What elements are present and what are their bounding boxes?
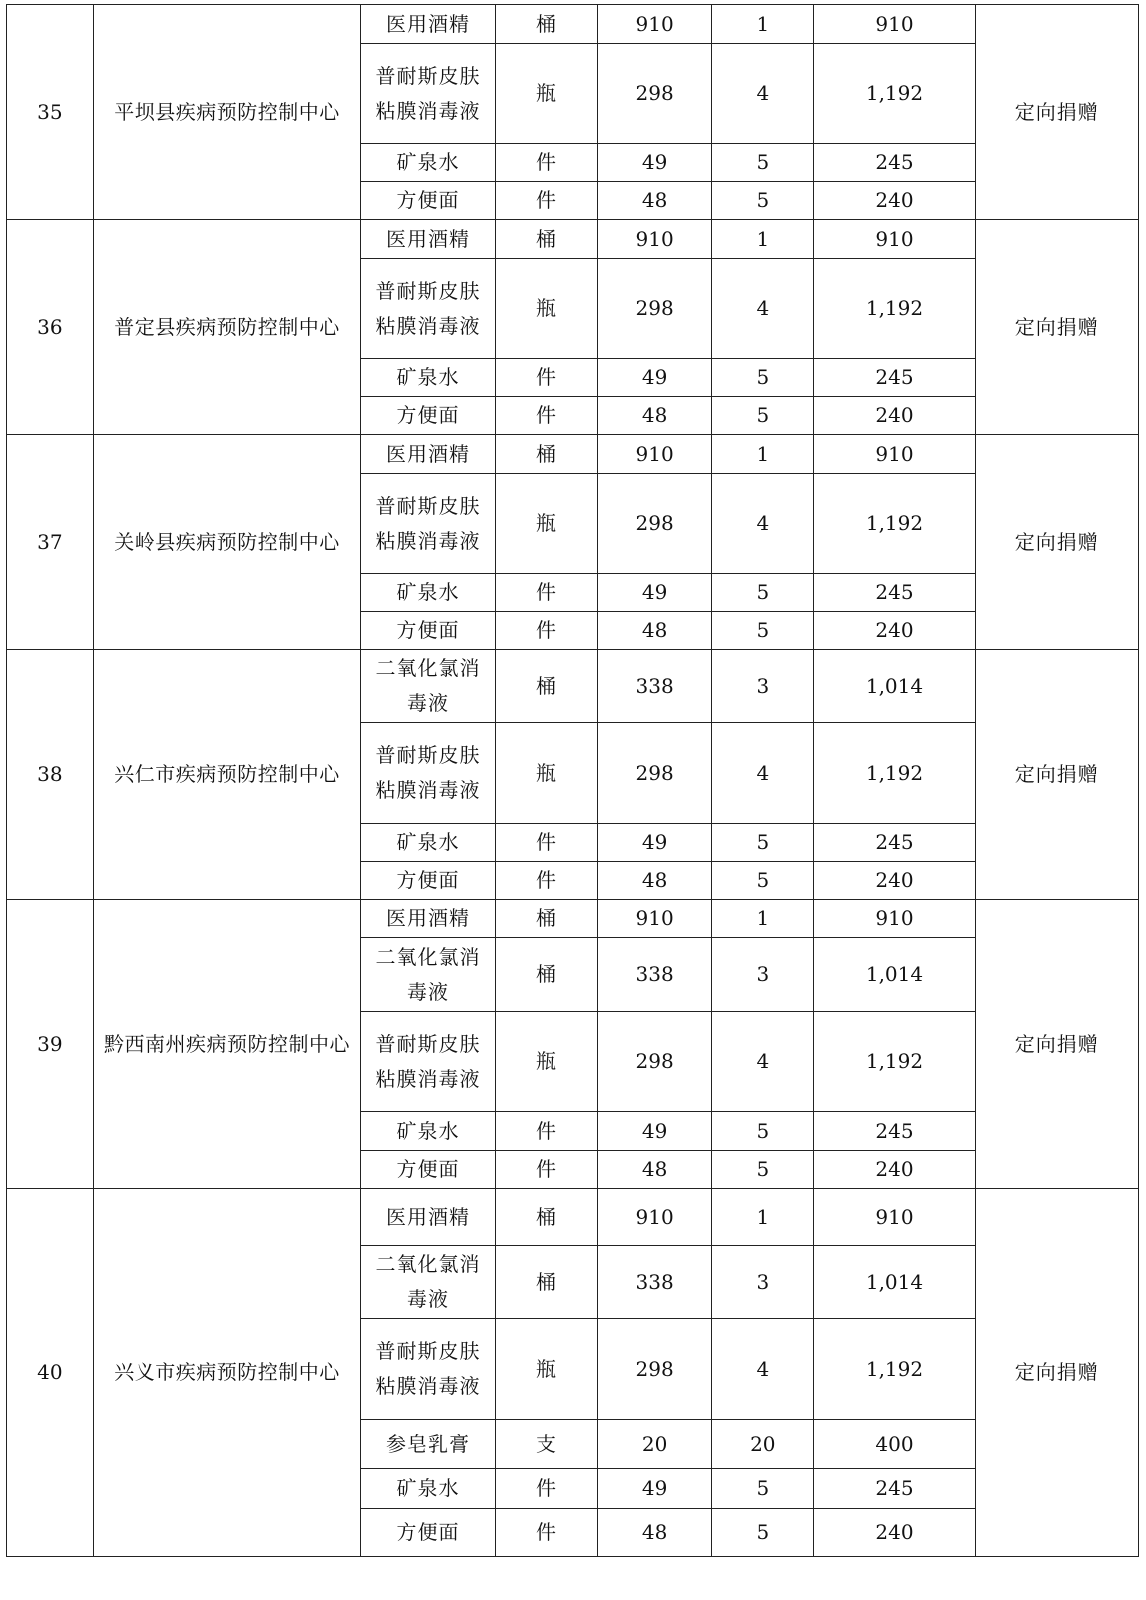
item-unit: 瓶 [495, 1319, 597, 1420]
organization-name: 关岭县疾病预防控制中心 [93, 435, 360, 650]
donation-type: 定向捐赠 [975, 650, 1138, 900]
row-number: 37 [7, 435, 94, 650]
item-name: 医用酒精 [361, 435, 496, 474]
quantity: 4 [712, 723, 814, 824]
item-name: 矿泉水 [361, 574, 496, 612]
quantity: 4 [712, 44, 814, 144]
table-row [7, 1189, 1139, 1246]
amount: 910 [814, 900, 975, 938]
item-unit: 桶 [495, 220, 597, 259]
item-unit: 桶 [495, 1189, 597, 1246]
unit-price: 910 [597, 5, 711, 44]
unit-price: 910 [597, 435, 711, 474]
item-unit: 桶 [495, 435, 597, 474]
item-name: 普耐斯皮肤粘膜消毒液 [361, 1319, 496, 1420]
quantity: 5 [712, 182, 814, 220]
unit-price: 48 [597, 397, 711, 435]
amount: 245 [814, 1112, 975, 1151]
quantity: 3 [712, 650, 814, 723]
amount: 240 [814, 862, 975, 900]
quantity: 5 [712, 574, 814, 612]
row-number: 38 [7, 650, 94, 900]
quantity: 5 [712, 1151, 814, 1189]
item-unit: 件 [495, 1112, 597, 1151]
item-unit: 支 [495, 1420, 597, 1469]
unit-price: 49 [597, 144, 711, 182]
quantity: 4 [712, 1012, 814, 1112]
table-row [7, 435, 1139, 474]
item-name: 医用酒精 [361, 5, 496, 44]
amount: 245 [814, 359, 975, 397]
item-name: 方便面 [361, 612, 496, 650]
item-name: 方便面 [361, 1151, 496, 1189]
unit-price: 49 [597, 1112, 711, 1151]
organization-name: 平坝县疾病预防控制中心 [93, 5, 360, 220]
amount: 1,014 [814, 1246, 975, 1319]
quantity: 4 [712, 259, 814, 359]
donation-type: 定向捐赠 [975, 900, 1138, 1189]
item-name: 矿泉水 [361, 1469, 496, 1509]
item-name: 医用酒精 [361, 220, 496, 259]
table-row [7, 220, 1139, 259]
item-unit: 桶 [495, 938, 597, 1012]
row-number: 35 [7, 5, 94, 220]
unit-price: 49 [597, 359, 711, 397]
item-name: 二氧化氯消毒液 [361, 650, 496, 723]
item-name: 普耐斯皮肤粘膜消毒液 [361, 259, 496, 359]
amount: 1,192 [814, 723, 975, 824]
item-unit: 件 [495, 144, 597, 182]
unit-price: 298 [597, 723, 711, 824]
amount: 245 [814, 144, 975, 182]
quantity: 5 [712, 1509, 814, 1557]
amount: 245 [814, 1469, 975, 1509]
item-unit: 件 [495, 574, 597, 612]
quantity: 5 [712, 862, 814, 900]
item-name: 二氧化氯消毒液 [361, 1246, 496, 1319]
unit-price: 338 [597, 1246, 711, 1319]
quantity: 3 [712, 938, 814, 1012]
quantity: 20 [712, 1420, 814, 1469]
item-name: 方便面 [361, 1509, 496, 1557]
unit-price: 48 [597, 1151, 711, 1189]
item-name: 矿泉水 [361, 359, 496, 397]
item-name: 二氧化氯消毒液 [361, 938, 496, 1012]
unit-price: 298 [597, 1319, 711, 1420]
item-name: 普耐斯皮肤粘膜消毒液 [361, 1012, 496, 1112]
amount: 1,192 [814, 474, 975, 574]
amount: 240 [814, 397, 975, 435]
table-row [7, 650, 1139, 723]
item-unit: 件 [495, 1509, 597, 1557]
item-unit: 瓶 [495, 259, 597, 359]
quantity: 5 [712, 397, 814, 435]
donation-type: 定向捐赠 [975, 1189, 1138, 1557]
unit-price: 298 [597, 44, 711, 144]
item-unit: 瓶 [495, 474, 597, 574]
amount: 1,192 [814, 1319, 975, 1420]
unit-price: 338 [597, 650, 711, 723]
quantity: 1 [712, 900, 814, 938]
amount: 1,014 [814, 650, 975, 723]
unit-price: 49 [597, 824, 711, 862]
item-name: 矿泉水 [361, 824, 496, 862]
quantity: 1 [712, 5, 814, 44]
donation-type: 定向捐赠 [975, 5, 1138, 220]
item-unit: 件 [495, 612, 597, 650]
unit-price: 49 [597, 1469, 711, 1509]
item-unit: 件 [495, 182, 597, 220]
table-body [7, 5, 1139, 1557]
item-unit: 件 [495, 397, 597, 435]
organization-name: 普定县疾病预防控制中心 [93, 220, 360, 435]
unit-price: 48 [597, 612, 711, 650]
quantity: 5 [712, 1469, 814, 1509]
unit-price: 338 [597, 938, 711, 1012]
unit-price: 20 [597, 1420, 711, 1469]
amount: 910 [814, 435, 975, 474]
quantity: 3 [712, 1246, 814, 1319]
item-name: 普耐斯皮肤粘膜消毒液 [361, 474, 496, 574]
quantity: 5 [712, 612, 814, 650]
table-row [7, 5, 1139, 44]
item-unit: 桶 [495, 900, 597, 938]
item-unit: 件 [495, 824, 597, 862]
unit-price: 298 [597, 474, 711, 574]
unit-price: 49 [597, 574, 711, 612]
amount: 1,192 [814, 259, 975, 359]
item-unit: 瓶 [495, 1012, 597, 1112]
item-unit: 件 [495, 1151, 597, 1189]
donation-table [6, 4, 1139, 1557]
unit-price: 910 [597, 1189, 711, 1246]
item-name: 参皂乳膏 [361, 1420, 496, 1469]
amount: 1,192 [814, 44, 975, 144]
item-unit: 桶 [495, 1246, 597, 1319]
item-unit: 桶 [495, 650, 597, 723]
unit-price: 48 [597, 1509, 711, 1557]
item-unit: 件 [495, 359, 597, 397]
item-name: 医用酒精 [361, 900, 496, 938]
unit-price: 298 [597, 259, 711, 359]
quantity: 4 [712, 1319, 814, 1420]
item-name: 矿泉水 [361, 144, 496, 182]
item-name: 普耐斯皮肤粘膜消毒液 [361, 44, 496, 144]
quantity: 5 [712, 1112, 814, 1151]
amount: 400 [814, 1420, 975, 1469]
item-name: 方便面 [361, 182, 496, 220]
item-unit: 件 [495, 862, 597, 900]
organization-name: 黔西南州疾病预防控制中心 [93, 900, 360, 1189]
amount: 240 [814, 612, 975, 650]
amount: 245 [814, 824, 975, 862]
item-unit: 件 [495, 1469, 597, 1509]
item-unit: 瓶 [495, 723, 597, 824]
item-name: 方便面 [361, 397, 496, 435]
quantity: 5 [712, 144, 814, 182]
donation-type: 定向捐赠 [975, 220, 1138, 435]
unit-price: 48 [597, 862, 711, 900]
amount: 240 [814, 182, 975, 220]
amount: 910 [814, 1189, 975, 1246]
item-name: 矿泉水 [361, 1112, 496, 1151]
quantity: 5 [712, 824, 814, 862]
item-unit: 瓶 [495, 44, 597, 144]
quantity: 1 [712, 1189, 814, 1246]
quantity: 5 [712, 359, 814, 397]
organization-name: 兴仁市疾病预防控制中心 [93, 650, 360, 900]
amount: 1,192 [814, 1012, 975, 1112]
amount: 240 [814, 1509, 975, 1557]
quantity: 4 [712, 474, 814, 574]
quantity: 1 [712, 435, 814, 474]
donation-type: 定向捐赠 [975, 435, 1138, 650]
item-name: 方便面 [361, 862, 496, 900]
unit-price: 298 [597, 1012, 711, 1112]
item-name: 医用酒精 [361, 1189, 496, 1246]
item-unit: 桶 [495, 5, 597, 44]
unit-price: 910 [597, 220, 711, 259]
table-row [7, 900, 1139, 938]
unit-price: 48 [597, 182, 711, 220]
row-number: 36 [7, 220, 94, 435]
amount: 245 [814, 574, 975, 612]
item-name: 普耐斯皮肤粘膜消毒液 [361, 723, 496, 824]
quantity: 1 [712, 220, 814, 259]
organization-name: 兴义市疾病预防控制中心 [93, 1189, 360, 1557]
amount: 1,014 [814, 938, 975, 1012]
amount: 910 [814, 220, 975, 259]
row-number: 40 [7, 1189, 94, 1557]
amount: 240 [814, 1151, 975, 1189]
unit-price: 910 [597, 900, 711, 938]
row-number: 39 [7, 900, 94, 1189]
amount: 910 [814, 5, 975, 44]
